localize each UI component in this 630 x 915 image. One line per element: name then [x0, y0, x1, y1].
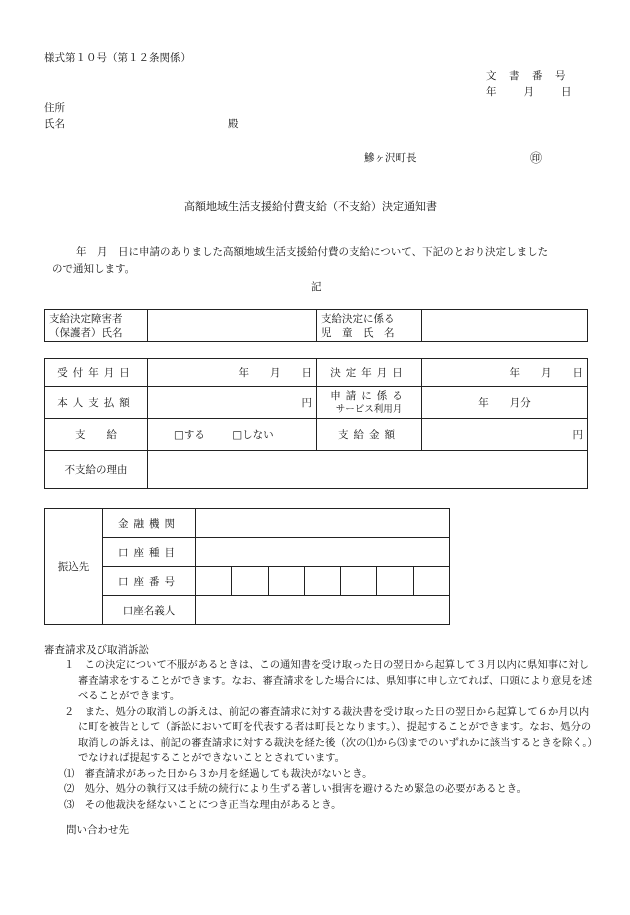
honorific: 殿: [228, 118, 239, 130]
account-type-value[interactable]: [196, 538, 450, 567]
form-number: 様式第１０号（第１２条関係）: [44, 52, 191, 64]
contact-label: 問い合わせ先: [66, 824, 129, 836]
child-name-label: 支給決定に係る 児 童 氏 名: [317, 310, 422, 342]
note-sub-1: ⑴ 審査請求があった日から３か月を経過しても裁決がないとき。: [64, 767, 373, 780]
recipient-name-label: 氏名: [44, 118, 65, 130]
account-digit-cell[interactable]: [377, 567, 413, 596]
payment-amount-value[interactable]: 円: [422, 419, 588, 451]
notes-heading: 審査請求及び取消訴訟: [44, 644, 149, 656]
notes-body: [56, 658, 596, 813]
account-digit-cell[interactable]: [341, 567, 377, 596]
ki-heading: 記: [311, 281, 322, 293]
account-type-label: 口座種目: [102, 538, 195, 567]
institution-value[interactable]: [196, 509, 450, 538]
child-name-value[interactable]: [422, 310, 588, 342]
reception-date-value[interactable]: 年 月 日: [148, 359, 317, 387]
seal-mark: ㊞: [530, 151, 543, 165]
service-month-value[interactable]: 年 月分: [422, 387, 588, 419]
option-no-checkbox[interactable]: □しない: [232, 429, 274, 441]
decision-table: [44, 358, 588, 489]
account-holder-label: 口座名義人: [102, 596, 195, 625]
payment-label: 支 給: [45, 419, 148, 451]
service-month-label: 申請に係る サービス利用月: [317, 387, 422, 419]
note-sub-3: ⑶ その他裁決を経ないことにつき正当な理由があるとき。: [64, 798, 342, 811]
account-digit-cell[interactable]: [196, 567, 232, 596]
decision-date-label: 決定年月日: [317, 359, 422, 387]
account-holder-value[interactable]: [196, 596, 450, 625]
account-digit-cell[interactable]: [413, 567, 449, 596]
account-digit-cell[interactable]: [304, 567, 340, 596]
intro-line-1: 年 月 日に申請のありました高額地域生活支援給付費の支給について、下記のとおり決定しました: [76, 246, 549, 258]
reason-label: 不支給の理由: [45, 451, 148, 489]
document-number-label: 文 書 番 号: [486, 70, 567, 82]
reason-value[interactable]: [148, 451, 588, 489]
issuer-name: 鰺ヶ沢町長: [364, 152, 417, 164]
note-sub-2: ⑵ 処分、処分の執行又は手続の続行により生ずる著しい損害を避けるため緊急の必要があるとき。: [64, 783, 527, 795]
payment-options: [148, 419, 317, 451]
payment-amount-label: 支給金額: [317, 419, 422, 451]
decision-date-value[interactable]: 年 月 日: [422, 359, 588, 387]
document-title: 高額地域生活支援給付費支給（不支給）決定通知書: [184, 200, 437, 213]
institution-label: 金融機関: [102, 509, 195, 538]
account-number-label: 口座番号: [102, 567, 195, 596]
self-pay-label: 本人支払額: [45, 387, 148, 419]
note-item-1: １ この決定について不服があるときは、この通知書を受け取った日の翌日から起算して３月以内に県知事に対し審査請求をすることができます。なお、審査請求をした場合には、県知事に申し立てれば、口頭により意見を述べることができます。: [64, 659, 593, 702]
account-digit-cell[interactable]: [232, 567, 268, 596]
account-digit-cell[interactable]: [268, 567, 304, 596]
self-pay-value[interactable]: 円: [148, 387, 317, 419]
recipient-table: [44, 309, 588, 342]
note-item-2: ２ また、処分の取消しの訴えは、前記の審査請求に対する裁決書を受け取った日の翌日から起算して６か月以内に町を被告として（訴訟において町を代表する者は町長となります。）、提起することができます。なお、処分の取消しの訴えは、前記の審査請求に対する裁決を経た後（次の⑴から⑶までのいずれかに該当するときを除く。）でなければ提起することができないこととされています。: [64, 705, 593, 764]
intro-line-2: ので通知します。: [52, 263, 136, 275]
reception-date-label: 受付年月日: [45, 359, 148, 387]
decided-person-label: 支給決定障害者 （保護者）氏名: [45, 310, 148, 342]
address-label: 住所: [44, 102, 65, 114]
transfer-destination-label: 振込先: [45, 509, 103, 625]
bank-table: [44, 508, 450, 625]
option-yes-checkbox[interactable]: □する: [174, 429, 205, 441]
decided-person-value[interactable]: [148, 310, 317, 342]
issue-date: 年 月 日: [486, 86, 574, 98]
